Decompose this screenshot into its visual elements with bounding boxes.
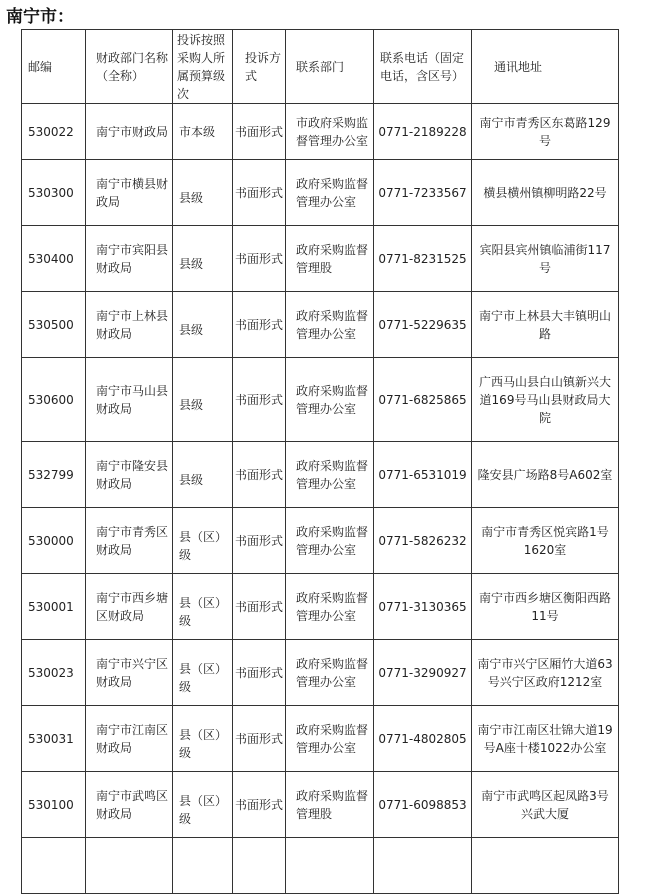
- cell-dept: 南宁市隆安县财政局: [86, 442, 173, 508]
- table-row: [22, 442, 619, 508]
- cell-dept: 南宁市江南区财政局: [86, 706, 173, 772]
- cell-contact: 政府采购监督管理办公室: [286, 160, 374, 226]
- cell-empty: [472, 838, 619, 894]
- table-row: [22, 772, 619, 838]
- cell-dept: 南宁市马山县财政局: [86, 358, 173, 442]
- cell-phone: 0771-3290927: [374, 640, 472, 706]
- cell-contact: 政府采购监督管理办公室: [286, 640, 374, 706]
- cell-method: 书面形式: [233, 442, 286, 508]
- header-method: 投诉方式: [233, 30, 286, 104]
- cell-address: 南宁市上林县大丰镇明山路: [472, 292, 619, 358]
- cell-zip: 530600: [22, 358, 86, 442]
- table-row: [22, 508, 619, 574]
- table-row: [22, 706, 619, 772]
- header-level: 投诉按照采购人所属预算级次: [173, 30, 233, 104]
- cell-level: 县级: [173, 358, 233, 442]
- table-body: [22, 104, 619, 894]
- cell-method: 书面形式: [233, 640, 286, 706]
- cell-method: 书面形式: [233, 292, 286, 358]
- cell-address: 南宁市青秀区悦宾路1号1620室: [472, 508, 619, 574]
- cell-empty: [374, 838, 472, 894]
- cell-zip: 530000: [22, 508, 86, 574]
- cell-contact: 政府采购监督管理办公室: [286, 508, 374, 574]
- cell-zip: 532799: [22, 442, 86, 508]
- cell-address: 横县横州镇柳明路22号: [472, 160, 619, 226]
- complaint-contact-table: [21, 29, 619, 894]
- table-row-partial: [22, 838, 619, 894]
- cell-zip: 530001: [22, 574, 86, 640]
- cell-method: 书面形式: [233, 226, 286, 292]
- cell-dept: 南宁市兴宁区财政局: [86, 640, 173, 706]
- header-dept: 财政部门名称（全称）: [86, 30, 173, 104]
- cell-level: 县（区）级: [173, 706, 233, 772]
- cell-dept: 南宁市财政局: [86, 104, 173, 160]
- cell-contact: 政府采购监督管理办公室: [286, 442, 374, 508]
- cell-level: 县级: [173, 226, 233, 292]
- cell-phone: 0771-6825865: [374, 358, 472, 442]
- cell-method: 书面形式: [233, 160, 286, 226]
- header-zip: 邮编: [22, 30, 86, 104]
- cell-dept: 南宁市上林县财政局: [86, 292, 173, 358]
- table-row: [22, 160, 619, 226]
- table-row: [22, 226, 619, 292]
- cell-dept: 南宁市横县财政局: [86, 160, 173, 226]
- cell-level: 县级: [173, 292, 233, 358]
- cell-empty: [233, 838, 286, 894]
- cell-level: 县（区）级: [173, 772, 233, 838]
- cell-phone: 0771-4802805: [374, 706, 472, 772]
- cell-dept: 南宁市宾阳县财政局: [86, 226, 173, 292]
- cell-address: 南宁市西乡塘区衡阳西路11号: [472, 574, 619, 640]
- cell-level: 县（区）级: [173, 508, 233, 574]
- header-address: 通讯地址: [472, 30, 619, 104]
- cell-phone: 0771-7233567: [374, 160, 472, 226]
- cell-contact: 政府采购监督管理办公室: [286, 292, 374, 358]
- cell-phone: 0771-8231525: [374, 226, 472, 292]
- cell-contact: 政府采购监督管理股: [286, 772, 374, 838]
- cell-contact: 市政府采购监督管理办公室: [286, 104, 374, 160]
- cell-zip: 530022: [22, 104, 86, 160]
- header-phone: 联系电话（固定电话，含区号）: [374, 30, 472, 104]
- table-row: [22, 574, 619, 640]
- cell-zip: 530031: [22, 706, 86, 772]
- cell-zip: 530300: [22, 160, 86, 226]
- cell-address: 南宁市青秀区东葛路129号: [472, 104, 619, 160]
- cell-contact: 政府采购监督管理办公室: [286, 358, 374, 442]
- cell-address: 广西马山县白山镇新兴大道169号马山县财政局大院: [472, 358, 619, 442]
- cell-empty: [86, 838, 173, 894]
- cell-level: 县（区）级: [173, 640, 233, 706]
- page-title: 南宁市：: [6, 7, 74, 27]
- cell-address: 隆安县广场路8号A602室: [472, 442, 619, 508]
- cell-zip: 530023: [22, 640, 86, 706]
- cell-method: 书面形式: [233, 508, 286, 574]
- cell-phone: 0771-3130365: [374, 574, 472, 640]
- cell-level: 县（区）级: [173, 574, 233, 640]
- cell-dept: 南宁市青秀区财政局: [86, 508, 173, 574]
- table-row: [22, 292, 619, 358]
- cell-method: 书面形式: [233, 104, 286, 160]
- cell-contact: 政府采购监督管理办公室: [286, 706, 374, 772]
- cell-address: 南宁市武鸣区起凤路3号兴武大厦: [472, 772, 619, 838]
- cell-zip: 530500: [22, 292, 86, 358]
- cell-method: 书面形式: [233, 574, 286, 640]
- cell-dept: 南宁市武鸣区财政局: [86, 772, 173, 838]
- table-row: [22, 104, 619, 160]
- cell-phone: 0771-6531019: [374, 442, 472, 508]
- cell-dept: 南宁市西乡塘区财政局: [86, 574, 173, 640]
- cell-phone: 0771-2189228: [374, 104, 472, 160]
- cell-method: 书面形式: [233, 706, 286, 772]
- cell-method: 书面形式: [233, 772, 286, 838]
- table-row: [22, 640, 619, 706]
- header-contact: 联系部门: [286, 30, 374, 104]
- cell-level: 县级: [173, 442, 233, 508]
- cell-phone: 0771-5229635: [374, 292, 472, 358]
- cell-empty: [173, 838, 233, 894]
- cell-empty: [286, 838, 374, 894]
- cell-phone: 0771-5826232: [374, 508, 472, 574]
- cell-phone: 0771-6098853: [374, 772, 472, 838]
- cell-method: 书面形式: [233, 358, 286, 442]
- table-row: [22, 358, 619, 442]
- cell-zip: 530400: [22, 226, 86, 292]
- table-header-row: [22, 30, 619, 104]
- cell-contact: 政府采购监督管理股: [286, 226, 374, 292]
- cell-level: 县级: [173, 160, 233, 226]
- cell-address: 南宁市江南区壮锦大道19号A座十楼1022办公室: [472, 706, 619, 772]
- cell-zip: 530100: [22, 772, 86, 838]
- cell-level: 市本级: [173, 104, 233, 160]
- cell-contact: 政府采购监督管理办公室: [286, 574, 374, 640]
- cell-empty: [22, 838, 86, 894]
- cell-address: 南宁市兴宁区厢竹大道63号兴宁区政府1212室: [472, 640, 619, 706]
- cell-address: 宾阳县宾州镇临浦街117号: [472, 226, 619, 292]
